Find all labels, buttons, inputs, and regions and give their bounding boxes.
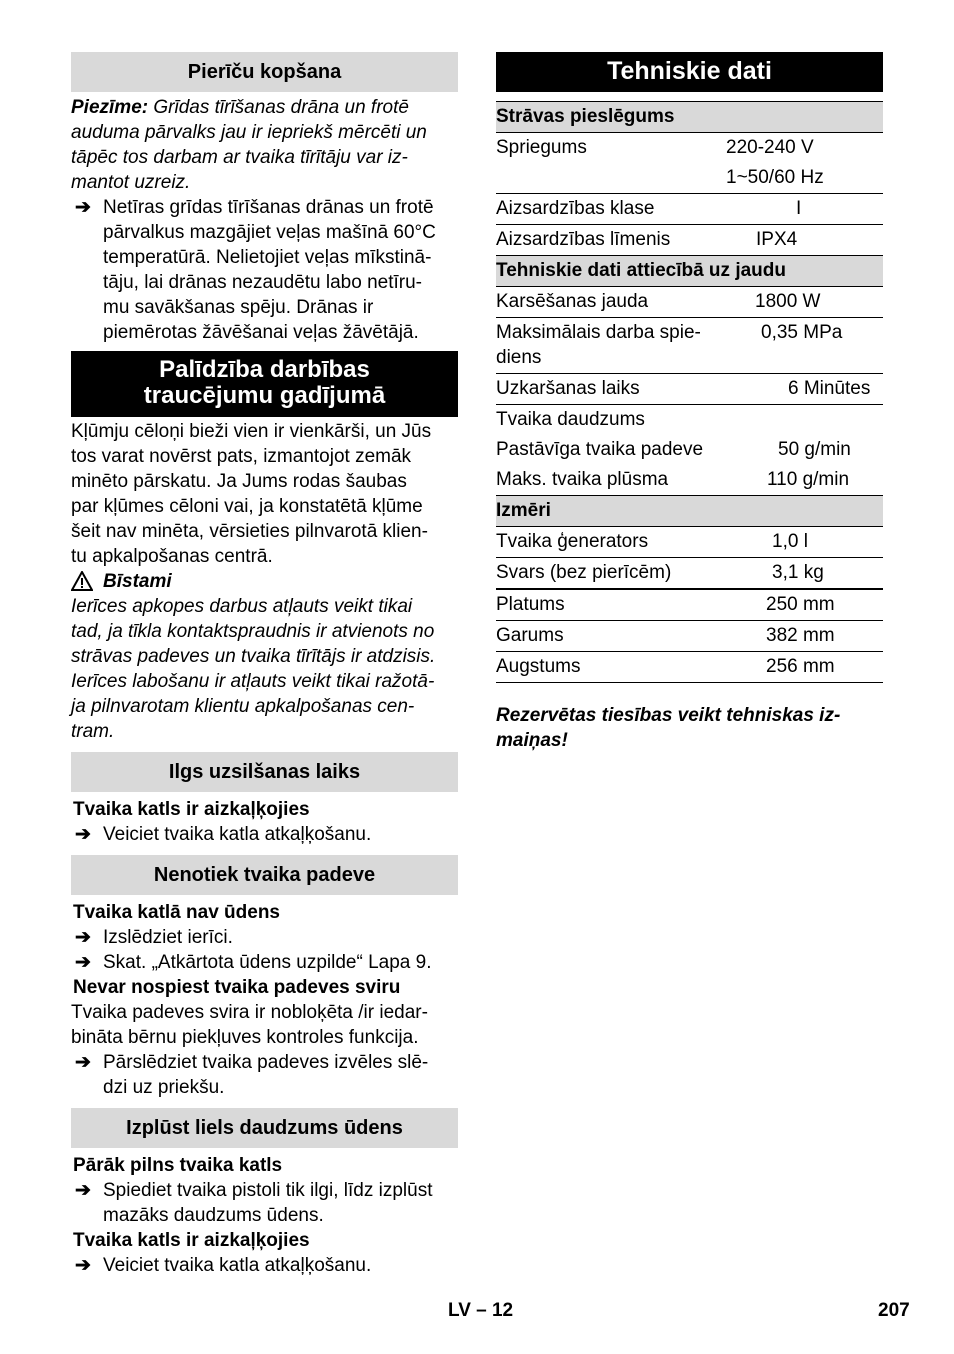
- table-row: [496, 435, 883, 465]
- intro-line: par kļūmes cēloni vai, ja konstatētā kļūme: [71, 496, 423, 517]
- section-heading-technical-data: Tehniskie dati: [496, 52, 883, 92]
- note-line-2: auduma pārvalks jau ir iepriekš mērcēti un: [71, 122, 427, 143]
- reserved-line: maiņas!: [496, 730, 568, 751]
- table-cell-label: [496, 163, 716, 194]
- table-cell-value: 1,0 l: [716, 527, 883, 558]
- table-cell-value: 382 mm: [716, 621, 883, 652]
- table-cell-value: 3,1 kg: [716, 558, 883, 590]
- list-item-line: Skat. „Atkārtota ūdens uzpilde“ Lapa 9.: [103, 952, 432, 973]
- table-cell-label: Karsēšanas jauda: [496, 287, 716, 318]
- heading-line: Palīdzība darbības: [159, 356, 370, 383]
- list-item-switch-forward: [71, 1050, 458, 1100]
- paragraph-line: bināta bērnu piekļuves kontroles funkcija.: [71, 1027, 419, 1048]
- list-item-line: Pārslēdziet tvaika padeves izvēles slē-: [103, 1052, 429, 1073]
- danger-line: strāvas padeves un tvaika tīrītājs ir atdzisis.: [71, 646, 436, 667]
- table-row: [496, 374, 883, 405]
- list-item-line: tāju, lai drānas nezaudētu labo netīru-: [103, 272, 422, 293]
- arrow-right-icon: ➔: [75, 927, 91, 948]
- table-row: [496, 405, 883, 436]
- list-item-line: Netīras grīdas tīrīšanas drānas un frotē: [103, 197, 434, 218]
- table-cell-value: 220-240 V: [726, 137, 814, 158]
- arrow-right-icon: ➔: [75, 197, 91, 218]
- table-cell-value: 1~50/60 Hz: [716, 163, 883, 194]
- table-cell-label: Augstums: [496, 652, 716, 683]
- note-line-3: tāpēc tos darbam ar tvaika tīrītāju var iz-: [71, 147, 408, 168]
- reserved-line: Rezervētas tiesības veikt tehniskas iz-: [496, 705, 841, 726]
- intro-line: Kļūmju cēloņi bieži vien ir vienkārši, un Jūs: [71, 421, 432, 442]
- table-section-label: Izmēri: [496, 496, 883, 527]
- table-cell-value: 6 Minūtes: [716, 374, 883, 405]
- subheading-scaled-boiler-2: Tvaika katls ir aizkaļķojies: [73, 1230, 310, 1251]
- arrow-right-icon: ➔: [75, 824, 91, 845]
- table-row: [496, 194, 883, 225]
- list-item-line: Izslēdziet ierīci.: [103, 927, 233, 948]
- table-section-label: Tehniskie dati attiecībā uz jaudu: [496, 256, 883, 287]
- table-cell-label: Pastāvīga tvaika padeve: [496, 439, 704, 460]
- danger-line: Ierīces labošanu ir atļauts veikt tikai ražotā-: [71, 671, 435, 692]
- list-item-line: mazāks daudzums ūdens.: [103, 1205, 324, 1226]
- table-row: [496, 527, 883, 558]
- table-row: [496, 133, 883, 164]
- note-line-1: Grīdas tīrīšanas drāna un frotē: [148, 97, 409, 118]
- table-row: [496, 465, 883, 496]
- footer-page-number: 207: [878, 1300, 910, 1321]
- subheading-scaled-boiler: Tvaika katls ir aizkaļķojies: [73, 799, 310, 820]
- table-row: [496, 652, 883, 683]
- right-column: [496, 52, 883, 753]
- table-row: [496, 558, 883, 590]
- heading-line: traucējumu gadījumā: [143, 382, 386, 409]
- table-cell-value: 50 g/min: [778, 439, 851, 460]
- list-item-line: piemērotas žāvēšanai veļas žāvētājā.: [103, 322, 419, 343]
- table-cell-label: Maks. tvaika plūsma: [496, 469, 669, 490]
- warning-triangle-icon: [71, 571, 93, 591]
- paragraph-line: Tvaika padeves svira ir nobloķēta /ir iedar-: [71, 1002, 428, 1023]
- section-heading-long-heating: Ilgs uzsilšanas laiks: [71, 752, 458, 792]
- table-cell-label: Maksimālais darba spie- diens: [496, 318, 716, 374]
- troubleshooting-intro: [71, 419, 458, 569]
- table-cell-label: Spriegums: [496, 137, 587, 158]
- list-item-press-gun: [71, 1178, 458, 1228]
- list-item-line: Spiediet tvaika pistoli tik ilgi, līdz izplūst: [103, 1180, 433, 1201]
- table-row: [496, 225, 883, 256]
- table-cell-value: 250 mm: [716, 589, 883, 621]
- table-row: [496, 163, 883, 194]
- note-label: Piezīme:: [71, 97, 149, 118]
- technical-data-table: [496, 101, 883, 683]
- list-item-line: mu savākšanas spēju. Drānas ir: [103, 297, 374, 318]
- table-cell-label: Aizsardzības līmenis: [496, 225, 716, 256]
- danger-label: Bīstami: [103, 571, 172, 592]
- arrow-right-icon: ➔: [75, 1052, 91, 1073]
- table-cell-value: [716, 405, 883, 436]
- intro-line: minēto pārskatu. Ja Jums rodas šaubas: [71, 471, 407, 492]
- danger-line: Ierīces apkopes darbus atļauts veikt tikai: [71, 596, 413, 617]
- table-cell-label: Aizsardzības klase: [496, 194, 716, 225]
- table-cell-label: Uzkaršanas laiks: [496, 374, 716, 405]
- danger-line: tram.: [71, 721, 115, 742]
- list-item-line: Veiciet tvaika katla atkaļķošanu.: [103, 824, 372, 845]
- note-paragraph: [71, 95, 458, 195]
- table-row: [496, 318, 883, 374]
- list-item-see-refill: [71, 950, 458, 975]
- list-item-descale-2: [71, 1253, 458, 1278]
- table-row: [496, 589, 883, 621]
- table-cell-label: Tvaika daudzums: [496, 409, 645, 430]
- intro-line: tu apkalpošanas centrā.: [71, 546, 273, 567]
- table-cell-label: Platums: [496, 589, 716, 621]
- list-item-line: temperatūrā. Nelietojiet veļas mīkstinā-: [103, 247, 432, 268]
- table-cell-value: 1800 W: [716, 287, 883, 318]
- table-section-row: [496, 496, 883, 527]
- list-item-wash-cloths: [71, 195, 458, 345]
- list-item-switch-off: [71, 925, 458, 950]
- table-cell-value: IPX4: [716, 225, 883, 256]
- left-column: [71, 52, 458, 1278]
- table-cell-value: 0,35 MPa: [716, 318, 883, 374]
- footer-language-page: LV – 12: [448, 1300, 514, 1321]
- table-section-row: [496, 102, 883, 133]
- intro-line: šeit nav minēta, vērsieties pilnvarotā klien-: [71, 521, 428, 542]
- table-cell-label: Svars (bez pierīcēm): [496, 558, 716, 590]
- subheading-lever-blocked: Nevar nospiest tvaika padeves sviru: [73, 977, 401, 998]
- danger-heading: [71, 569, 458, 594]
- table-cell-value: I: [716, 194, 883, 225]
- table-row: [496, 287, 883, 318]
- reserved-rights-note: [496, 703, 883, 753]
- list-item-line: Veiciet tvaika katla atkaļķošanu.: [103, 1255, 372, 1276]
- table-cell-value: 256 mm: [716, 652, 883, 683]
- section-heading-water-leak: Izplūst liels daudzums ūdens: [71, 1108, 458, 1148]
- list-item-line: pārvalkus mazgājiet veļas mašīnā 60°C: [103, 222, 436, 243]
- table-section-row: [496, 256, 883, 287]
- arrow-right-icon: ➔: [75, 1180, 91, 1201]
- subheading-no-water: Tvaika katlā nav ūdens: [73, 902, 280, 923]
- danger-line: tad, ja tīkla kontaktspraudnis ir atvienots no: [71, 621, 435, 642]
- table-cell-value: 110 g/min: [767, 469, 850, 490]
- section-heading-accessory-care: Pierīču kopšana: [71, 52, 458, 92]
- intro-line: tos varat novērst pats, izmantojot zemāk: [71, 446, 412, 467]
- arrow-right-icon: ➔: [75, 1255, 91, 1276]
- list-item-descale: [71, 822, 458, 847]
- note-line-4: mantot uzreiz.: [71, 172, 191, 193]
- table-cell-label: Tvaika ģenerators: [496, 527, 716, 558]
- danger-block: [71, 569, 458, 744]
- table-section-label: Strāvas pieslēgums: [496, 102, 883, 133]
- subheading-overfilled: Pārāk pilns tvaika katls: [73, 1155, 283, 1176]
- section-heading-no-steam: Nenotiek tvaika padeve: [71, 855, 458, 895]
- table-cell-label: Garums: [496, 621, 716, 652]
- list-item-line: dzi uz priekšu.: [103, 1077, 225, 1098]
- arrow-right-icon: ➔: [75, 952, 91, 973]
- table-row: [496, 621, 883, 652]
- danger-line: ja pilnvarotam klientu apkalpošanas cen-: [71, 696, 415, 717]
- section-heading-troubleshooting: [71, 351, 458, 417]
